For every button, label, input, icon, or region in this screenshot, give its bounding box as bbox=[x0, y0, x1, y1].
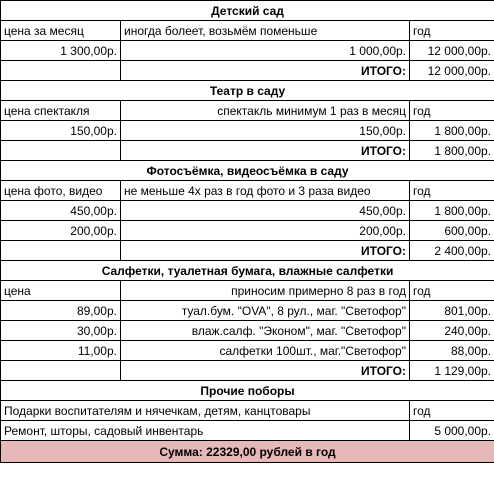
data-row bbox=[1, 41, 494, 61]
header-row bbox=[1, 101, 494, 121]
item-description-cell[interactable]: Подарки воспитателям и нячечкам, детям, канцтовары bbox=[1, 401, 410, 421]
price-cell[interactable]: 150,00р. bbox=[1, 121, 121, 141]
year-total-cell[interactable]: 88,00р. bbox=[410, 341, 494, 361]
year-total-cell[interactable]: 240,00р. bbox=[410, 321, 494, 341]
section-title-row bbox=[1, 161, 494, 181]
total-value[interactable]: 12 000,00р. bbox=[410, 61, 494, 81]
empty-cell[interactable] bbox=[1, 241, 121, 261]
total-label[interactable]: ИТОГО: bbox=[121, 61, 410, 81]
section-title-kindergarten[interactable]: Детский сад bbox=[1, 1, 494, 21]
price-cell[interactable]: 30,00р. bbox=[1, 321, 121, 341]
section-title-theatre[interactable]: Театр в саду bbox=[1, 81, 494, 101]
year-total-cell[interactable]: 5 000,00р. bbox=[410, 421, 494, 441]
empty-cell[interactable] bbox=[1, 361, 121, 381]
header-cell-note[interactable]: приносим примерно 8 раз в год bbox=[121, 281, 410, 301]
header-cell-year[interactable]: год bbox=[410, 181, 494, 201]
price-cell[interactable]: 1 300,00р. bbox=[1, 41, 121, 61]
total-value[interactable]: 1 800,00р. bbox=[410, 141, 494, 161]
total-row bbox=[1, 141, 494, 161]
price-cell[interactable]: 89,00р. bbox=[1, 301, 121, 321]
price-cell[interactable]: 200,00р. bbox=[1, 221, 121, 241]
header-cell-price[interactable]: цена спектакля bbox=[1, 101, 121, 121]
data-row bbox=[1, 321, 494, 341]
year-total-cell[interactable]: 1 800,00р. bbox=[410, 201, 494, 221]
header-cell-note[interactable]: иногда болеет, возьмём поменьше bbox=[121, 21, 410, 41]
subtotal-cell[interactable]: 200,00р. bbox=[121, 221, 410, 241]
empty-cell[interactable] bbox=[1, 61, 121, 81]
header-cell-note[interactable]: не меньше 4х раз в год фото и 3 раза видео bbox=[121, 181, 410, 201]
section-title-row bbox=[1, 381, 494, 401]
header-cell-price[interactable]: цена за месяц bbox=[1, 21, 121, 41]
subtotal-cell[interactable]: 1 000,00р. bbox=[121, 41, 410, 61]
item-description-cell[interactable]: влаж.салф. "Эконом", маг. "Светофор" bbox=[121, 321, 410, 341]
price-cell[interactable]: 450,00р. bbox=[1, 201, 121, 221]
header-cell-year[interactable]: год bbox=[410, 281, 494, 301]
year-total-cell[interactable]: 1 800,00р. bbox=[410, 121, 494, 141]
header-cell-price[interactable]: цена фото, видео bbox=[1, 181, 121, 201]
header-cell-year[interactable]: год bbox=[410, 401, 494, 421]
data-row bbox=[1, 121, 494, 141]
subtotal-cell[interactable]: 150,00р. bbox=[121, 121, 410, 141]
year-total-cell[interactable]: 801,00р. bbox=[410, 301, 494, 321]
header-cell-price[interactable]: цена bbox=[1, 281, 121, 301]
section-title-row bbox=[1, 81, 494, 101]
year-total-cell[interactable]: 12 000,00р. bbox=[410, 41, 494, 61]
data-row bbox=[1, 421, 494, 441]
grand-total-cell[interactable]: Сумма: 22329,00 рублей в год bbox=[1, 441, 494, 463]
total-label[interactable]: ИТОГО: bbox=[121, 361, 410, 381]
data-row bbox=[1, 201, 494, 221]
header-row bbox=[1, 21, 494, 41]
section-title-photo[interactable]: Фотосъёмка, видеосъёмка в саду bbox=[1, 161, 494, 181]
item-description-cell[interactable]: Ремонт, шторы, садовый инвентарь bbox=[1, 421, 410, 441]
section-title-napkins[interactable]: Салфетки, туалетная бумага, влажные салфетки bbox=[1, 261, 494, 281]
header-row bbox=[1, 181, 494, 201]
empty-cell[interactable] bbox=[1, 141, 121, 161]
data-row bbox=[1, 301, 494, 321]
section-title-row bbox=[1, 1, 494, 21]
total-row bbox=[1, 61, 494, 81]
header-row bbox=[1, 281, 494, 301]
item-description-cell[interactable]: туал.бум. "OVA", 8 рул., маг. "Светофор" bbox=[121, 301, 410, 321]
total-value[interactable]: 2 400,00р. bbox=[410, 241, 494, 261]
data-row bbox=[1, 401, 494, 421]
header-cell-note[interactable]: спектакль минимум 1 раз в месяц bbox=[121, 101, 410, 121]
subtotal-cell[interactable]: 450,00р. bbox=[121, 201, 410, 221]
data-row bbox=[1, 221, 494, 241]
header-cell-year[interactable]: год bbox=[410, 101, 494, 121]
section-title-row bbox=[1, 261, 494, 281]
total-row bbox=[1, 361, 494, 381]
price-cell[interactable]: 11,00р. bbox=[1, 341, 121, 361]
grand-total-row bbox=[1, 441, 494, 463]
total-label[interactable]: ИТОГО: bbox=[121, 141, 410, 161]
header-cell-year[interactable]: год bbox=[410, 21, 494, 41]
year-total-cell[interactable]: 600,00р. bbox=[410, 221, 494, 241]
total-label[interactable]: ИТОГО: bbox=[121, 241, 410, 261]
total-value[interactable]: 1 129,00р. bbox=[410, 361, 494, 381]
total-row bbox=[1, 241, 494, 261]
data-row bbox=[1, 341, 494, 361]
item-description-cell[interactable]: салфетки 100шт., маг."Светофор" bbox=[121, 341, 410, 361]
section-title-other[interactable]: Прочие поборы bbox=[1, 381, 494, 401]
